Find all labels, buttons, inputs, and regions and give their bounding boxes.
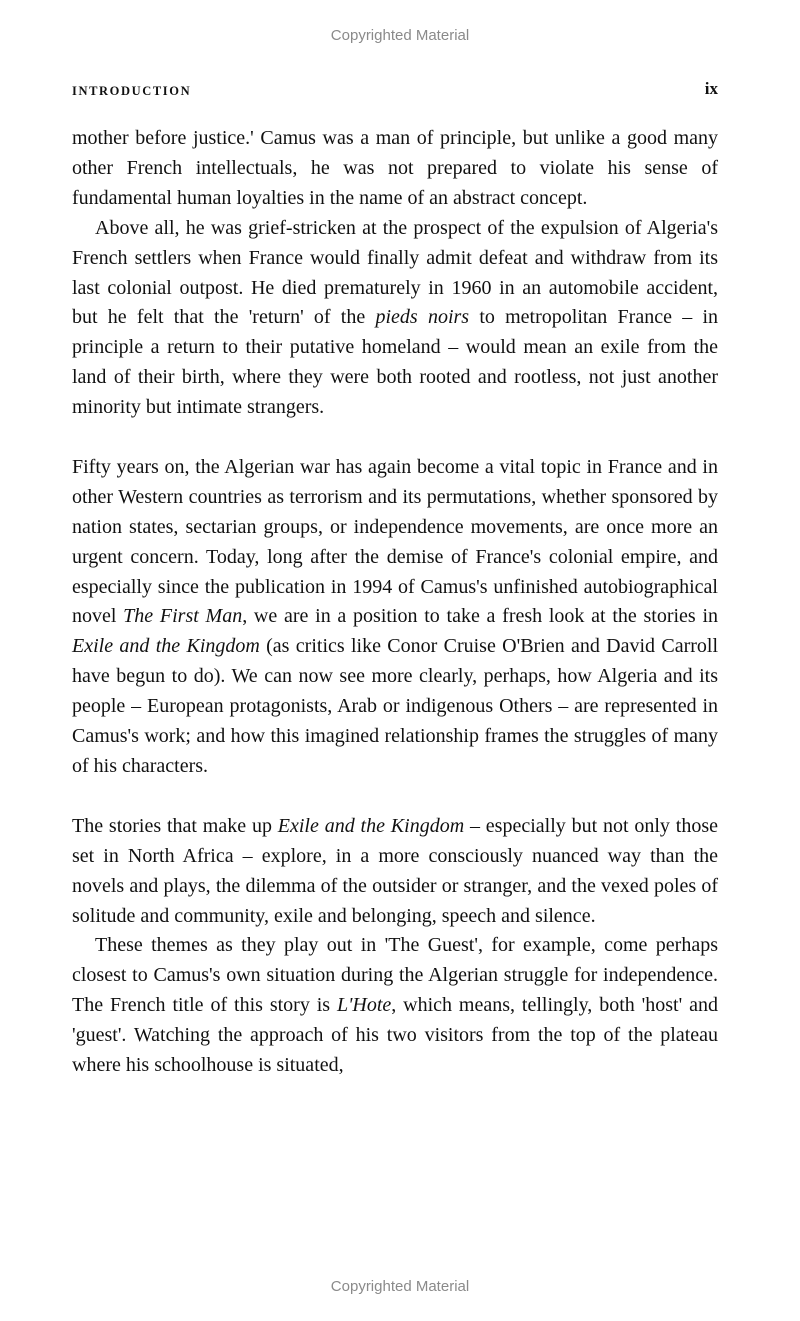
paragraph-3 [72,453,718,782]
text-run: Above all, he was grief-stricken at the prospect of the expulsion of Algeria's French settlers when France would finally admit defeat and withdraw from its last colonial outpost. He died prematurely in 1960 in an automobile accident, but he felt that the 'return' of the [72,216,718,329]
text-run: to metropolitan France – in principle a return to their putative homeland – would mean an exile from the land of their birth, where they were both rooted and rootless, not just another minority but intimate strangers. [72,306,719,419]
paragraph-4 [72,812,718,932]
text-run: , we are in a position to take a fresh look at the stories in [242,605,719,628]
story-title: L'Hote [336,994,392,1017]
paragraph-2 [72,214,718,423]
book-title: Exile and the Kingdom [277,814,465,837]
copyright-watermark-top: Copyrighted Material [330,27,470,44]
text-run: (as critics like Conor Cruise O'Brien and David Carroll have begun to do). We can now see more clearly, perhaps, how Algeria and its people – European protagonists, Arab or indigenous Others – are represented in Camus's work; and how this imagined relationship frames the struggles of many of his characters. [72,635,719,778]
running-title: INTRODUCTION [72,84,192,98]
text-run: – especially but not only those set in North Africa – explore, in a more consciously nuanced way than the novels and plays, the dilemma of the outsider or stranger, and the vexed poles of solitude and community, exile and belonging, speech and silence. [72,814,718,927]
text-run: The stories that make up [72,814,278,837]
page-number: ix [704,79,718,98]
running-head [72,79,718,100]
text-run: These themes as they play out in 'The Guest', for example, come perhaps closest to Camus's own situation during the Algerian struggle for independence. The French title of this story is [72,934,718,1017]
copyright-watermark-bottom: Copyrighted Material [330,1278,470,1295]
text-run: Fifty years on, the Algerian war has again become a vital topic in France and in other Western countries as terrorism and its permutations, whether sponsored by nation states, sectarian groups, or independence movements, are once more an urgent concern. Today, long after the demise of France's colonial empire, and especially since the publication in 1994 of Camus's unfinished autobiographical novel [72,455,718,628]
book-title: The First Man [123,605,243,628]
paragraph-5 [72,931,718,1081]
paragraph-1 [72,124,718,214]
text-run: mother before justice.' Camus was a man of principle, but unlike a good many other French intellectuals, he was not prepared to violate his sense of fundamental human loyalties in the name of an abstract concept. [72,127,718,209]
text-run: , which means, tellingly, both 'host' and 'guest'. Watching the approach of his two visitors from the top of the plateau where his schoolhouse is situated, [72,994,718,1077]
book-title: Exile and the Kingdom [72,635,260,658]
body-text [72,124,718,1081]
italic-term: pieds noirs [375,306,470,329]
